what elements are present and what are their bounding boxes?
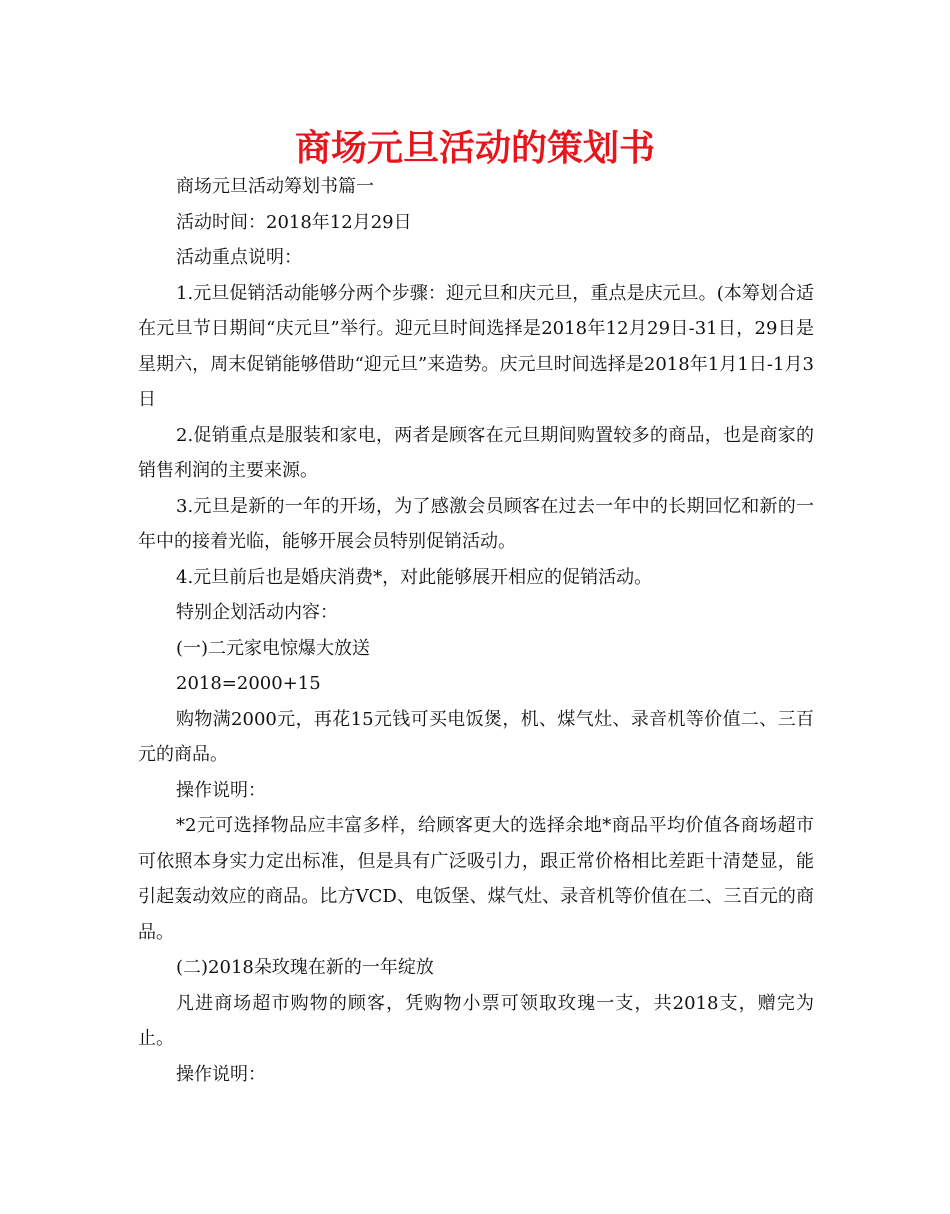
- paragraph-point-2: 2.促销重点是服装和家电，两者是顾客在元旦期间购置较多的商品，也是商家的销售利润的主要来源。: [138, 424, 814, 481]
- paragraph-key-points-heading: 活动重点说明：: [176, 247, 302, 268]
- paragraph-point-1: 1.元旦促销活动能够分两个步骤：迎元旦和庆元旦，重点是庆元旦。(本筹划合适在元旦节日期间“庆元旦”举行。迎元旦时间选择是2018年12月29日-31日，29日是星期六，周末促销能够借助“迎元旦”来造势。庆元旦时间选择是2018年1月1日-1月3日: [138, 282, 814, 410]
- document-title: 商场元旦活动的策划书: [294, 128, 655, 169]
- paragraph-activity-1-heading: (一)二元家电惊爆大放送: [176, 637, 371, 659]
- paragraph-special-activities-heading: 特别企划活动内容：: [176, 602, 338, 623]
- paragraph-activity-time: 活动时间：2018年12月29日: [176, 211, 412, 233]
- paragraph-activity-1-description: 购物满2000元，再花15元钱可买电饭煲，机、煤气灶、录音机等价值二、三百元的商品。: [138, 708, 814, 765]
- paragraph-point-3: 3.元旦是新的一年的开场，为了感激会员顾客在过去一年中的长期回忆和新的一年中的接着光临，能够开展会员特别促销活动。: [138, 495, 814, 552]
- paragraph-activity-2-description: 凡进商场超市购物的顾客，凭购物小票可领取玫瑰一支，共2018支，赠完为止。: [138, 992, 814, 1049]
- paragraph-operation-details-1: *2元可选择物品应丰富多样，给顾客更大的选择余地*商品平均价值各商场超市可依照本身实力定出标准，但是具有广泛吸引力，跟正常价格相比差距十清楚显，能引起轰动效应的商品。比方VCD、电饭堡、煤气灶、录音机等价值在二、三百元的商品。: [138, 815, 814, 943]
- paragraph-point-4: 4.元旦前后也是婚庆消费*，对此能够展开相应的促销活动。: [176, 566, 653, 588]
- paragraph-activity-2-heading: (二)2018朵玫瑰在新的一年绽放: [176, 957, 434, 978]
- paragraph-section-heading: 商场元旦活动筹划书篇一: [176, 176, 374, 197]
- paragraph-formula: 2018=2000+15: [176, 673, 321, 694]
- document-body: [138, 169, 814, 1092]
- paragraph-operation-heading-1: 操作说明：: [176, 779, 266, 801]
- paragraph-operation-heading-2: 操作说明：: [176, 1063, 266, 1085]
